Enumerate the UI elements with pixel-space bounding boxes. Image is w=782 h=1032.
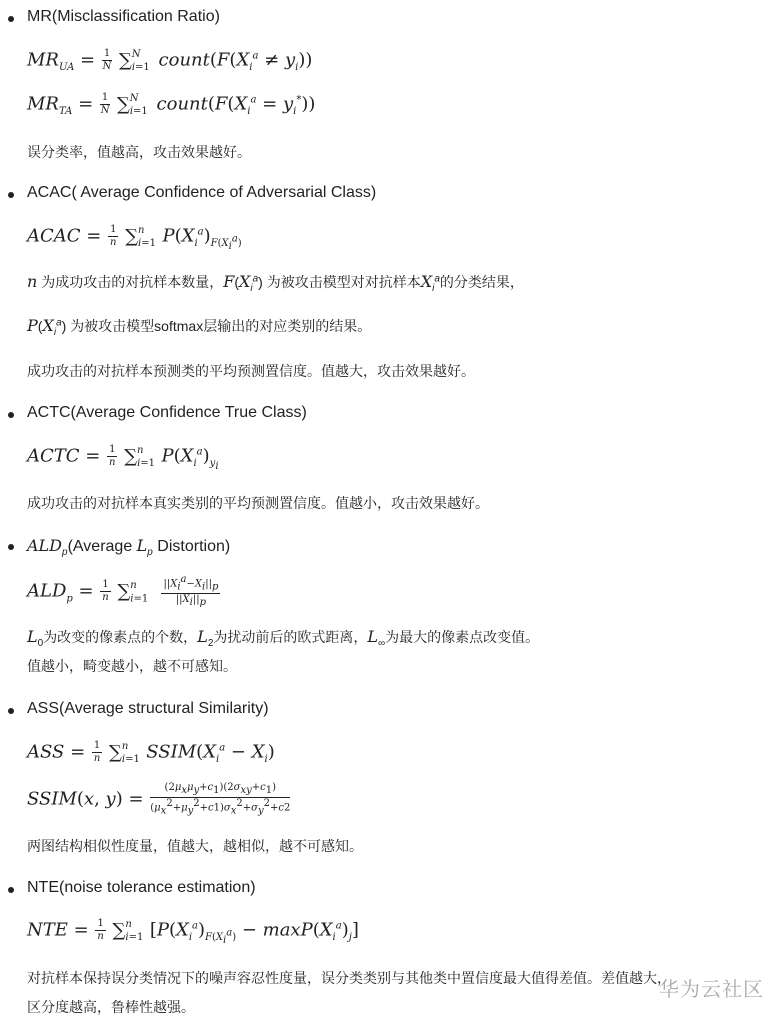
formula-actc: ACTC = $\frac{1}{n}$ $\sum_{i=1}^n$ $P(X_i^a)_{y_i}$ bbox=[27, 444, 219, 473]
ald-line1-b: 为扰动前后的欧式距离， bbox=[213, 629, 368, 645]
heading-mr: MR(Misclassification Ratio) bbox=[27, 8, 220, 25]
acac-line2: $P(X_i^a)$ 为被攻击模型softmax层输出的对应类别的结果。 bbox=[27, 316, 372, 338]
desc-mr: 误分类率，值越高，攻击效果越好。 bbox=[27, 144, 251, 160]
heading-ald-pre: (Average bbox=[67, 538, 137, 555]
heading-actc: ACTC(Average Confidence True Class) bbox=[27, 404, 307, 421]
formula-ssim: SSIM(x, y) = $(2\mu_x\mu_y+c_1)(2\sigma_{xy}+c_1)$ $(\mu_x^2+\mu_y^2+c1)\sigma_x^2+\sigma_y^2+c2$ bbox=[27, 782, 291, 817]
formula-acac: ACAC = $\frac{1}{n}$ $\sum_{i=1}^n$ $P(X_i^a)_{F(X_i^a)}$ bbox=[27, 224, 242, 253]
desc-ass: 两图结构相似性度量，值越大，越相似，越不可感知。 bbox=[27, 838, 363, 854]
bullet-ass bbox=[8, 708, 14, 714]
heading-ass: ASS(Average structural Similarity) bbox=[27, 700, 269, 717]
desc-nte-2: 区分度越高，鲁棒性越强。 bbox=[27, 999, 195, 1015]
watermark: 华为云社区 bbox=[659, 979, 764, 1001]
ald-line1-a: 为改变的像素点的个数， bbox=[43, 629, 198, 645]
bullet-acac bbox=[8, 192, 14, 198]
heading-nte: NTE(noise tolerance estimation) bbox=[27, 879, 256, 896]
formula-ass: ASS = $\frac{1}{n}$ $\sum_{i=1}^n$ $SSIM(X_i^a - X_i)$ bbox=[27, 740, 275, 766]
acac-line1-mid2: 为被攻击模型对对抗样本 bbox=[266, 274, 421, 290]
heading-ald-post: Distortion) bbox=[152, 538, 231, 555]
bullet-actc bbox=[8, 412, 14, 418]
formula-mr-ta: $MR_{TA}$ = $\frac{1}{N}$ $\sum_{i=1}^N$ $count(F(X_i^a = y_i^*))$ bbox=[27, 92, 316, 118]
desc-nte-1: 对抗样本保持误分类情况下的噪声容忍性度量，误分类类别与其他类中置信度最大值得差值。差值越大， bbox=[27, 970, 671, 986]
bullet-mr bbox=[8, 16, 14, 22]
acac-line1-end: 的分类结果， bbox=[439, 274, 524, 290]
ald-line1: $L_0$为改变的像素点的个数，$L_2$为扰动前后的欧式距离，$L_\infty$为最大的像素点改变值。 bbox=[27, 627, 540, 649]
desc-ald: 值越小，畸变越小，越不可感知。 bbox=[27, 658, 237, 674]
acac-line2-end: 为被攻击模型softmax层输出的对应类别的结果。 bbox=[70, 318, 372, 334]
desc-actc: 成功攻击的对抗样本真实类别的平均预测置信度。值越小，攻击效果越好。 bbox=[27, 495, 489, 511]
formula-ald: $ALD_p$ = $\frac{1}{n}$ $\sum_{i=1}^n$ $||X_i^a-X_i||_p$ $||X_i||_p$ bbox=[27, 574, 219, 609]
heading-ald: $ALD_p(Average$ $L_p$ Distortion) bbox=[27, 536, 231, 559]
heading-acac: ACAC( Average Confidence of Adversarial Class) bbox=[27, 184, 377, 201]
desc-acac: 成功攻击的对抗样本预测类的平均预测置信度。值越大，攻击效果越好。 bbox=[27, 363, 475, 379]
ald-line1-c: 为最大的像素点改变值。 bbox=[385, 629, 540, 645]
bullet-nte bbox=[8, 887, 14, 893]
formula-mr-ua: $MR_{UA}$ = $\frac{1}{N}$ $\sum_{i=1}^N$ $count(F(X_i^a \ne y_i))$ bbox=[27, 48, 313, 74]
acac-line1-mid: 为成功攻击的对抗样本数量， bbox=[41, 274, 224, 290]
formula-nte: NTE = $\frac{1}{n}$ $\sum_{i=1}^n$ $[P(X_i^a)_{F(X_i^a)} - \max P(X_i^a)_j]$ bbox=[27, 918, 359, 947]
acac-line1: n 为成功攻击的对抗样本数量，$F(X_i^a)$ 为被攻击模型对对抗样本$X_i^a$的分类结果， bbox=[27, 272, 524, 294]
bullet-ald bbox=[8, 544, 14, 550]
